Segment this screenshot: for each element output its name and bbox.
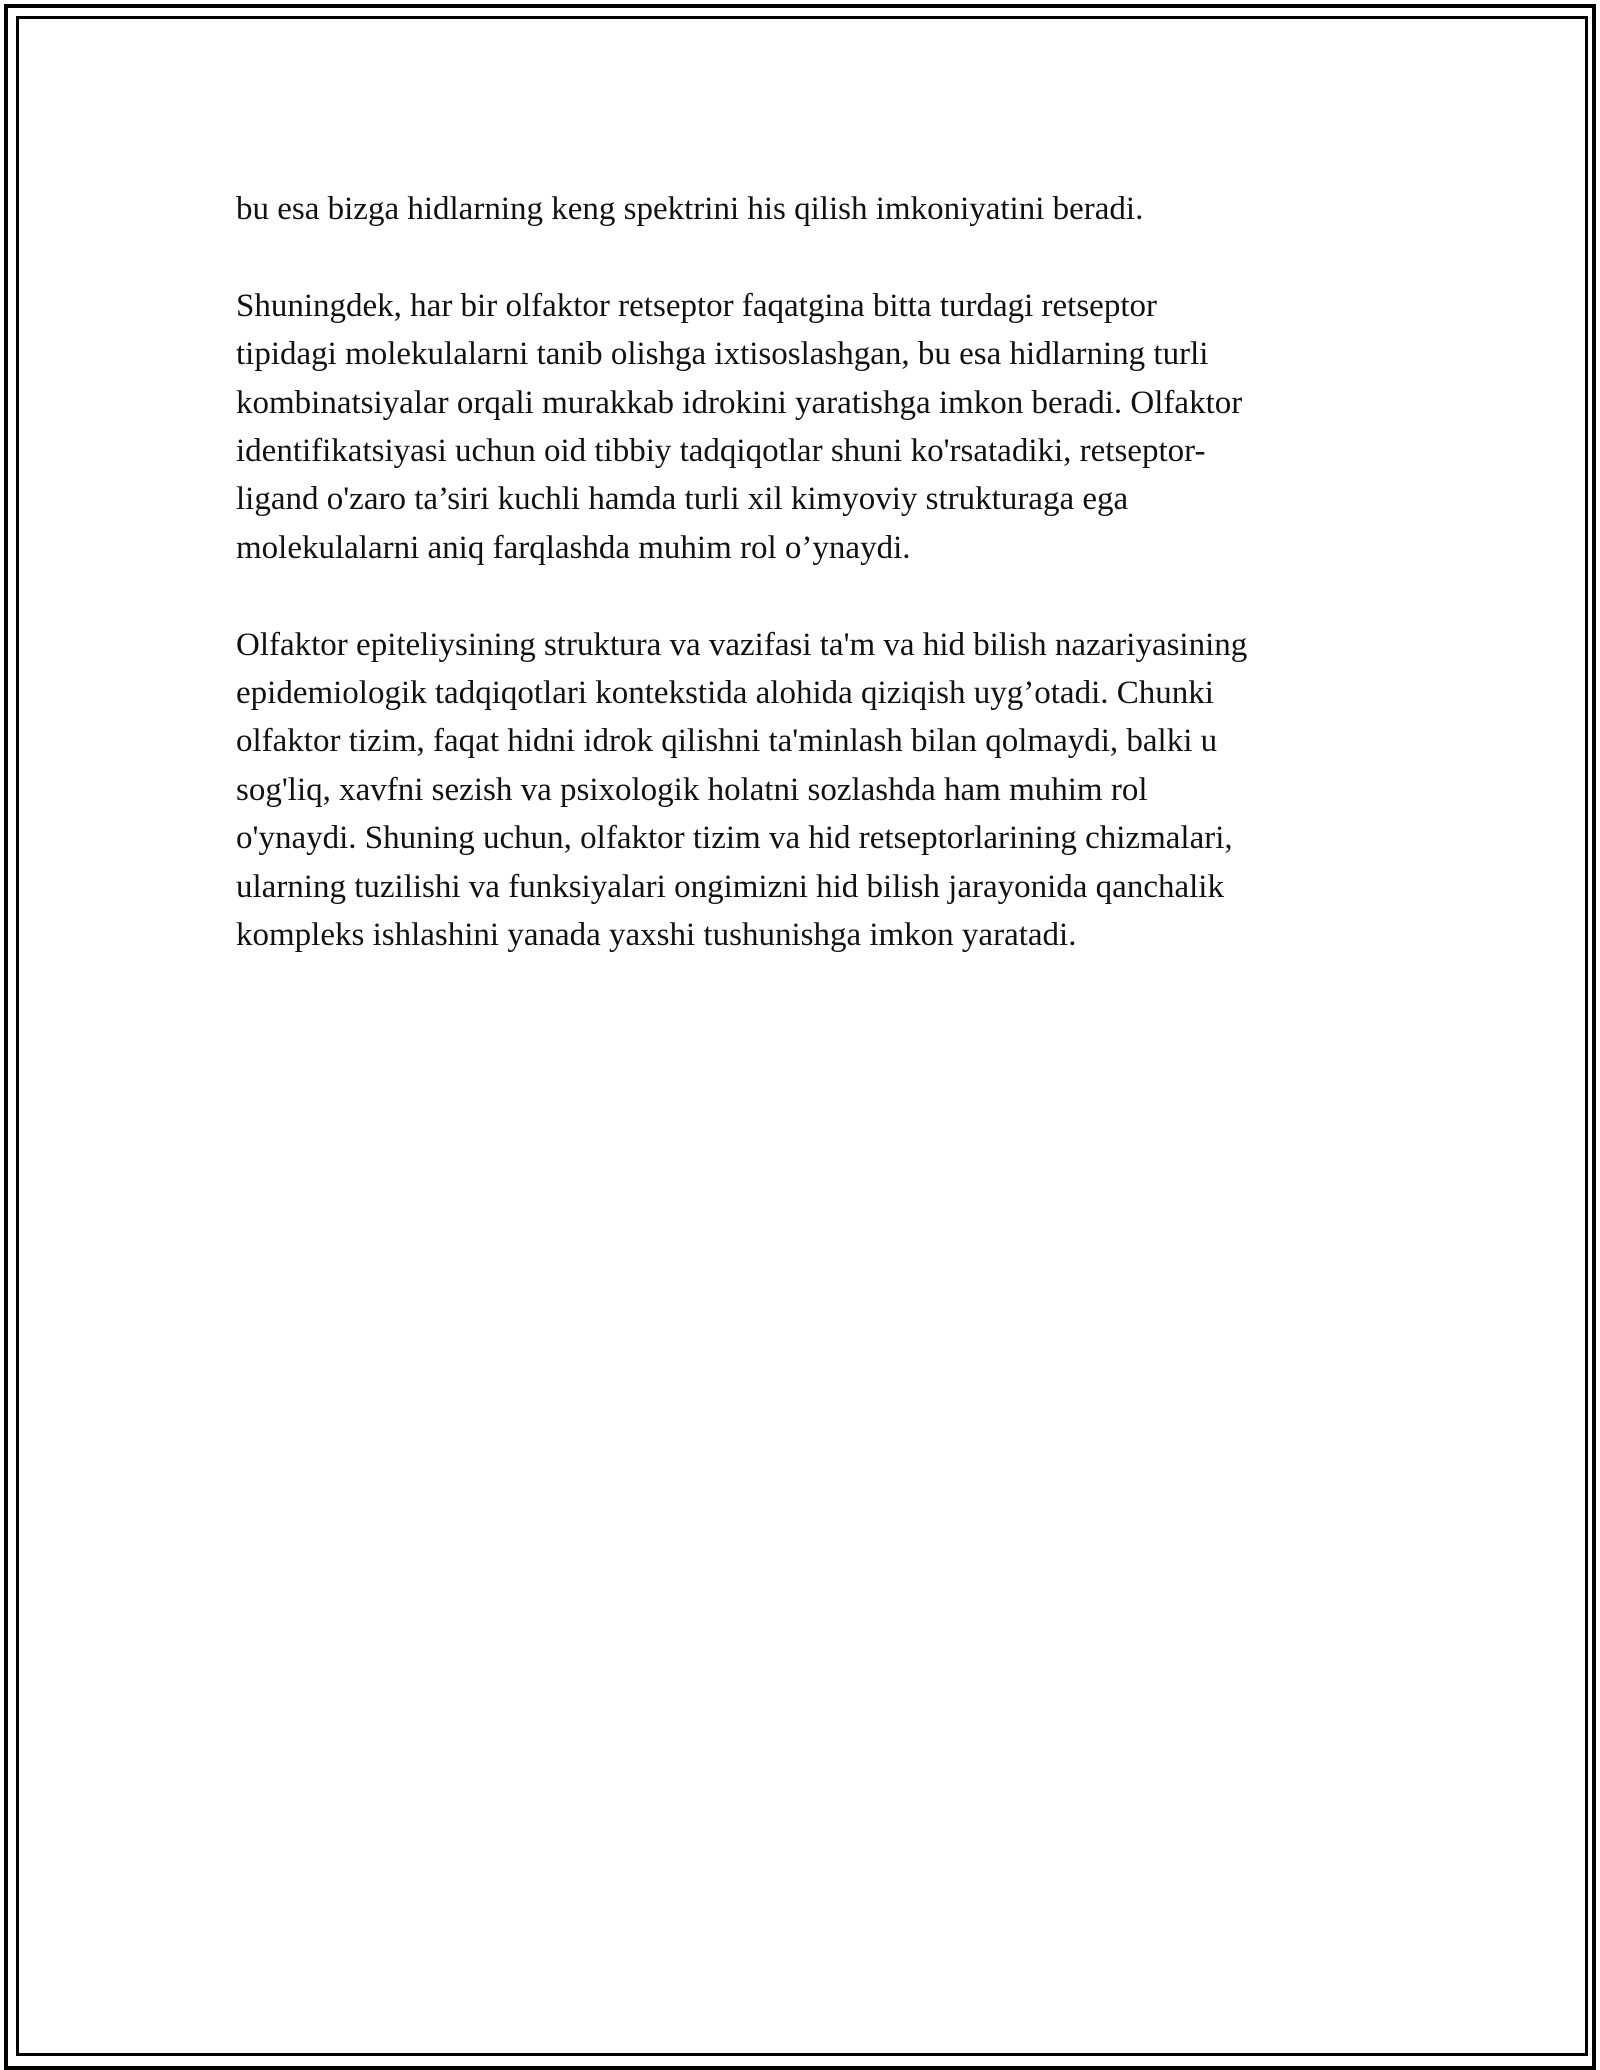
- text-line: epidemiologik tadqiqotlari kontekstida alohida qiziqish uyg’otadi. Chunki: [236, 675, 1214, 712]
- text-line: Shuningdek, har bir olfaktor retseptor faqatgina bitta turdagi retseptor: [236, 287, 1157, 324]
- text-line: identifikatsiyasi uchun oid tibbiy tadqiqotlar shuni ko'rsatadiki, retseptor-: [236, 433, 1206, 470]
- document-body: [236, 185, 1376, 959]
- text-line: bu esa bizga hidlarning keng spektrini his qilish imkoniyatini beradi.: [236, 191, 1144, 227]
- text-line: o'ynaydi. Shuning uchun, olfaktor tizim va hid retseptorlarining chizmalari,: [236, 820, 1233, 857]
- text-line: sog'liq, xavfni sezish va psixologik holatni sozlashda ham muhim rol: [236, 771, 1148, 808]
- paragraph-1: [236, 185, 1376, 233]
- text-line: olfaktor tizim, faqat hidni idrok qilishni ta'minlash bilan qolmaydi, balki u: [236, 723, 1218, 760]
- paragraph-3: [236, 621, 1376, 960]
- text-line: ularning tuzilishi va funksiyalari ongimizni hid bilish jarayonida qanchalik: [236, 868, 1224, 905]
- paragraph-2: [236, 282, 1376, 572]
- text-line: ligand o'zaro ta’siri kuchli hamda turli xil kimyoviy strukturaga ega: [236, 481, 1129, 518]
- text-line: molekulalarni aniq farqlashda muhim rol o’ynaydi.: [236, 529, 911, 566]
- text-line: Olfaktor epiteliysining struktura va vazifasi ta'm va hid bilish nazariyasining: [236, 626, 1248, 663]
- text-line: tipidagi molekulalarni tanib olishga ixtisoslashgan, bu esa hidlarning turli: [236, 336, 1209, 373]
- text-line: kompleks ishlashini yanada yaxshi tushunishga imkon yaratadi.: [236, 917, 1077, 954]
- text-line: kombinatsiyalar orqali murakkab idrokini yaratishga imkon beradi. Olfaktor: [236, 384, 1243, 421]
